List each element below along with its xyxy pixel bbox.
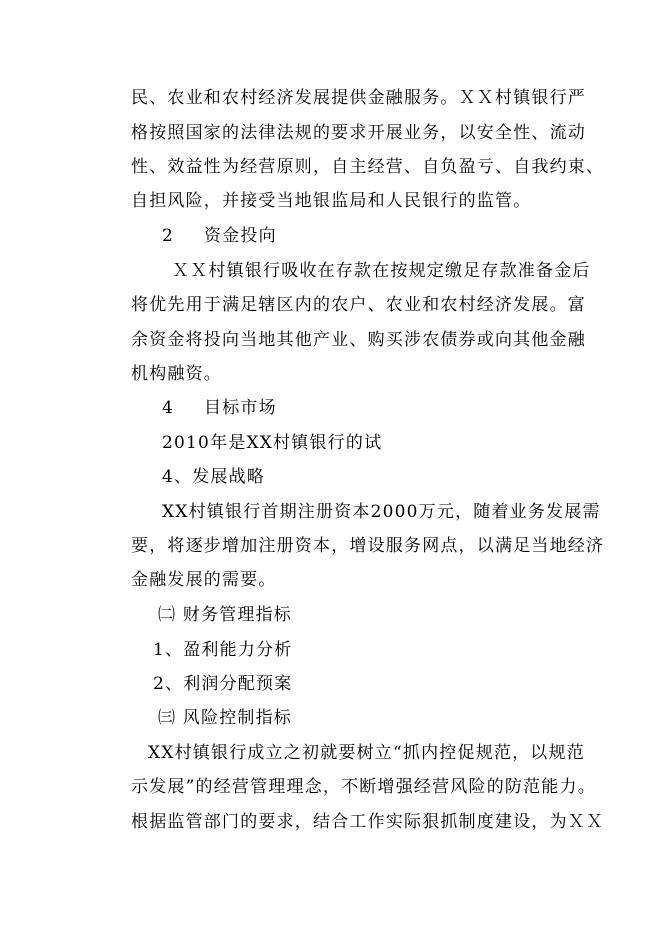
section-heading-risk: ㈢ 风险控制指标 [158,708,293,728]
paragraph-line: ＸＸ村镇银行吸收在存款在按规定缴足存款准备金后 [172,261,591,281]
paragraph-line: 性、效益性为经营原则，自主经营、自负盈亏、自我约束、 [131,157,605,177]
paragraph-line: XX村镇银行首期注册资本2000万元，随着业务发展需 [162,502,601,522]
paragraph-line: 要，将逐步增加注册资本，增设服务网点，以满足当地经济 [131,536,605,556]
paragraph-line: 格按照国家的法律法规的要求开展业务，以安全性、流动 [131,123,586,143]
heading-text: 目标市场 [204,398,277,418]
section-heading-finance: ㈡ 财务管理指标 [158,605,293,625]
section-heading-development: 4、发展战略 [162,467,266,487]
paragraph-line: XX村镇银行成立之初就要树立“抓内控促规范，以规范 [148,743,585,763]
paragraph-line: 示发展”的经营管理理念，不断增强经营风险的防范能力。 [131,777,596,797]
list-item: 1、盈利能力分析 [153,640,293,660]
paragraph-line: 2010年是XX村镇银行的试 [162,433,383,453]
paragraph-line: 自担风险，并接受当地银监局和人民银行的监管。 [131,191,532,211]
paragraph-line: 民、农业和农村经济发展提供金融服务。ＸＸ村镇银行严 [131,88,586,108]
paragraph-line: 金融发展的需要。 [131,570,277,590]
paragraph-line: 余资金将投向当地其他产业、购买涉农债券或向其他金融 [131,330,586,350]
list-item: 2、利润分配预案 [153,674,293,694]
heading-text: 资金投向 [204,226,277,246]
section-heading-target-market [162,398,277,418]
paragraph-line: 根据监管部门的要求，结合工作实际狠抓制度建设，为ＸＸ [131,812,605,832]
paragraph-line: 将优先用于满足辖区内的农户、农业和农村经济发展。富 [131,295,586,315]
paragraph-line: 机构融资。 [131,364,222,384]
heading-number: 2 [162,226,175,246]
section-heading-funds [162,226,277,246]
heading-number: 4 [162,398,175,418]
